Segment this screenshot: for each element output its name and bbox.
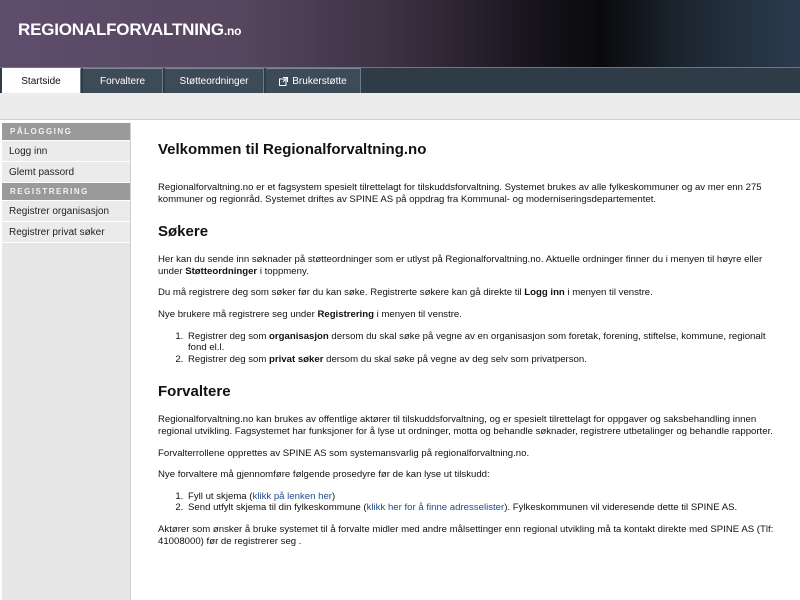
external-link-icon: [279, 77, 288, 86]
top-nav: [0, 67, 800, 93]
brand-name: REGIONALFORVALTNING: [18, 20, 224, 39]
list-item: 1. Fyll ut skjema (klikk på lenken her): [186, 491, 778, 503]
site-logo[interactable]: [18, 20, 241, 40]
intro-paragraph: Regionalforvaltning.no er et fagsystem spesielt tilrettelagt for tilskuddsforvaltning. Systemet brukes av alle fylkeskommuner og av mer enn 275 kommuner og regionråd. Systemet driftes av SPINE AS på oppdrag fra Kommunal- og moderniseringsdepartementet.: [158, 182, 762, 205]
forvaltere-paragraph-2: Forvalterrollene opprettes av SPINE AS som systemansvarlig på regionalforvaltning.no.: [158, 447, 530, 459]
page-title: Velkommen til Regionalforvaltning.no: [158, 141, 427, 158]
sidebar-heading-registrering: REGISTRERING: [2, 183, 130, 201]
main-content: [158, 141, 778, 557]
sokere-paragraph-3: Nye brukere må registrere seg under Registrering i menyen til venstre.: [158, 308, 462, 320]
forvaltere-list: [186, 491, 778, 514]
list-item: 2. Registrer deg som privat søker dersom du skal søke på vegne av deg selv som privatperson.: [186, 354, 778, 366]
forvaltere-paragraph-4: Aktører som ønsker å bruke systemet til å forvalte midler med andre målsettinger enn regional utvikling må ta kontakt direkte med SPINE AS (Tlf: 41008000) før de registrerer seg .: [158, 523, 774, 547]
sokere-paragraph-1: Her kan du sende inn søknader på støtteordninger som er utlyst på Regionalforvaltning.no. Aktuelle ordninger finner du i menyen til høyre eller under Støtteordninger i toppmeny.: [158, 254, 763, 277]
tab-startside[interactable]: Startside: [2, 68, 81, 94]
sokere-list: [186, 331, 778, 366]
address-list-link[interactable]: klikk her for å finne adresselister: [366, 502, 505, 514]
list-item: 1. Registrer deg som organisasjon dersom du skal søke på vegne av en organisasjon som foretak, forening, stiftelse, kommune, regionalt fond el.l.: [186, 331, 778, 354]
sub-navigation-bar: [0, 93, 800, 120]
forvaltere-paragraph-1: Regionalforvaltning.no kan brukes av offentlige aktører til tilskuddsforvaltning, og er spesielt tilrettelagt for oppgaver og saksbehandling innen regional utvikling. Fagsystemet har funksjoner for å lyse ut ordninger, motta og behandle søknader, registrere utbetalinger og behandle rapporter.: [158, 414, 773, 437]
sidebar-item-registrer-privat-soker[interactable]: Registrer privat søker: [2, 222, 130, 243]
site-header: [0, 0, 800, 67]
tab-stotteordninger[interactable]: Støtteordninger: [165, 68, 264, 94]
tab-brukerstotte[interactable]: Brukerstøtte: [266, 68, 361, 94]
brand-suffix: .no: [223, 24, 242, 38]
list-item: 2. Send utfylt skjema til din fylkeskommune (klikk her for å finne adresselister). Fylkeskommunen vil videresende dette til SPINE AS.: [186, 502, 778, 514]
tab-forvaltere[interactable]: Forvaltere: [83, 68, 163, 94]
sidebar-heading-palogging: PÅLOGGING: [2, 123, 130, 141]
sidebar-item-glemt-passord[interactable]: Glemt passord: [2, 162, 130, 183]
sokere-paragraph-2: Du må registrere deg som søker før du kan søke. Registrerte søkere kan gå direkte til Logg inn i menyen til venstre.: [158, 287, 653, 299]
forvaltere-paragraph-3: Nye forvaltere må gjennomføre følgende prosedyre før de kan lyse ut tilskudd:: [158, 469, 490, 481]
left-sidebar: [2, 123, 131, 600]
section-heading-forvaltere: Forvaltere: [158, 383, 231, 401]
section-heading-sokere: Søkere: [158, 223, 209, 241]
schema-link[interactable]: klikk på lenken her: [252, 490, 332, 502]
sidebar-item-logg-inn[interactable]: Logg inn: [2, 141, 130, 162]
sidebar-item-registrer-organisasjon[interactable]: Registrer organisasjon: [2, 201, 130, 222]
